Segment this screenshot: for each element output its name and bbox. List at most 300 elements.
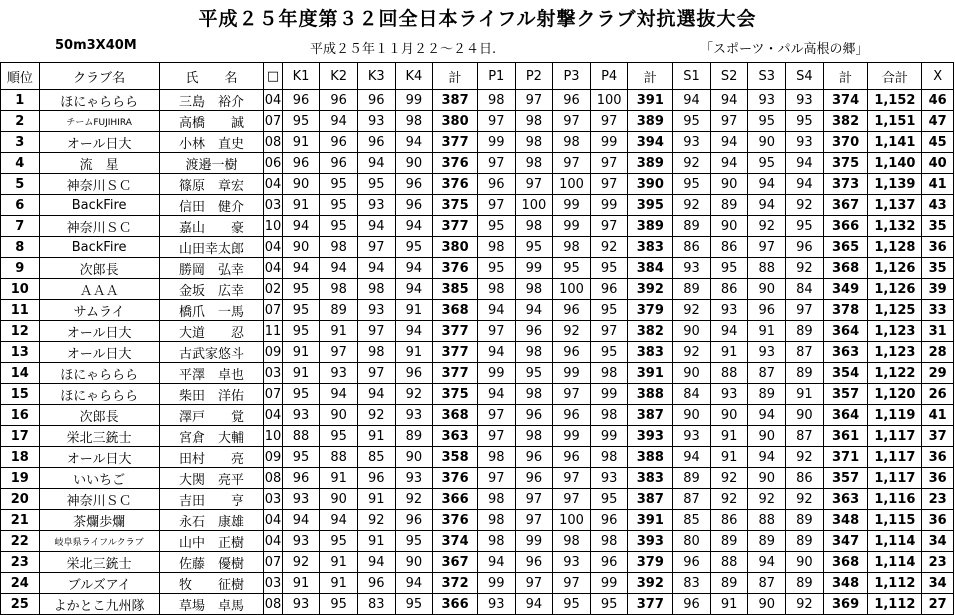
- k4-score-cell: 93: [395, 468, 433, 489]
- k3-score-cell: 98: [357, 279, 395, 300]
- club-cell: ほにゃららら: [39, 384, 159, 405]
- s4-score-cell: 89: [786, 531, 824, 552]
- year-cell: 09: [264, 342, 282, 363]
- p3-score-cell: 97: [553, 384, 591, 405]
- grand-total-cell: 1,122: [868, 363, 922, 384]
- s2-score-cell: 89: [710, 573, 748, 594]
- event-venue: 「スポーツ・パル高根の郷」: [700, 42, 869, 57]
- column-header: 計: [433, 63, 478, 90]
- grand-total-cell: 1,141: [868, 132, 922, 153]
- standing-total-cell: 370: [823, 132, 868, 153]
- prone-total-cell: 383: [628, 237, 673, 258]
- club-cell: よかとこ九州隊: [39, 594, 159, 615]
- k4-score-cell: 96: [395, 174, 433, 195]
- p3-score-cell: 97: [553, 468, 591, 489]
- x-count-cell: 23: [922, 552, 954, 573]
- standing-total-cell: 349: [823, 279, 868, 300]
- table-row: [1, 279, 954, 300]
- s3-score-cell: 93: [748, 342, 786, 363]
- club-cell: いいちご: [39, 468, 159, 489]
- table-row: [1, 405, 954, 426]
- name-cell: 牧 征樹: [159, 573, 264, 594]
- p1-score-cell: 93: [477, 594, 515, 615]
- s4-score-cell: 89: [786, 363, 824, 384]
- s2-score-cell: 86: [710, 237, 748, 258]
- k1-score-cell: 96: [282, 90, 320, 111]
- s1-score-cell: 90: [673, 363, 711, 384]
- p2-score-cell: 97: [515, 174, 553, 195]
- p1-score-cell: 97: [477, 111, 515, 132]
- s4-score-cell: 94: [786, 153, 824, 174]
- s3-score-cell: 94: [748, 552, 786, 573]
- grand-total-cell: 1,120: [868, 384, 922, 405]
- s1-score-cell: 80: [673, 531, 711, 552]
- s3-score-cell: 95: [748, 111, 786, 132]
- column-header: □: [264, 63, 282, 90]
- s4-score-cell: 92: [786, 258, 824, 279]
- name-cell: 草場 卓馬: [159, 594, 264, 615]
- club-cell: 栄北三銃士: [39, 552, 159, 573]
- rank-cell: 6: [1, 195, 40, 216]
- s4-score-cell: 93: [786, 90, 824, 111]
- x-count-cell: 43: [922, 195, 954, 216]
- club-cell: オール日大: [39, 132, 159, 153]
- standing-total-cell: 348: [823, 510, 868, 531]
- club-cell: BackFire: [39, 237, 159, 258]
- s4-score-cell: 94: [786, 174, 824, 195]
- standing-total-cell: 365: [823, 237, 868, 258]
- s1-score-cell: 89: [673, 468, 711, 489]
- kneeling-total-cell: 366: [433, 594, 478, 615]
- s3-score-cell: 95: [748, 153, 786, 174]
- s3-score-cell: 88: [748, 510, 786, 531]
- p3-score-cell: 97: [553, 489, 591, 510]
- prone-total-cell: 392: [628, 573, 673, 594]
- s3-score-cell: 92: [748, 489, 786, 510]
- s3-score-cell: 89: [748, 384, 786, 405]
- k1-score-cell: 91: [282, 342, 320, 363]
- name-cell: 永石 康雄: [159, 510, 264, 531]
- k2-score-cell: 96: [320, 90, 358, 111]
- column-header: 計: [628, 63, 673, 90]
- year-cell: 02: [264, 279, 282, 300]
- year-cell: 04: [264, 258, 282, 279]
- kneeling-total-cell: 377: [433, 342, 478, 363]
- s4-score-cell: 89: [786, 321, 824, 342]
- k2-score-cell: 91: [320, 552, 358, 573]
- prone-total-cell: 391: [628, 90, 673, 111]
- prone-total-cell: 394: [628, 132, 673, 153]
- table-row: [1, 90, 954, 111]
- s1-score-cell: 93: [673, 426, 711, 447]
- s1-score-cell: 86: [673, 237, 711, 258]
- kneeling-total-cell: 374: [433, 531, 478, 552]
- s2-score-cell: 89: [710, 531, 748, 552]
- year-cell: 03: [264, 489, 282, 510]
- k2-score-cell: 98: [320, 237, 358, 258]
- name-cell: 金坂 広幸: [159, 279, 264, 300]
- club-cell: BackFire: [39, 195, 159, 216]
- rank-cell: 8: [1, 237, 40, 258]
- s3-score-cell: 90: [748, 468, 786, 489]
- table-row: [1, 447, 954, 468]
- kneeling-total-cell: 377: [433, 363, 478, 384]
- p3-score-cell: 96: [553, 300, 591, 321]
- p2-score-cell: 98: [515, 216, 553, 237]
- prone-total-cell: 383: [628, 342, 673, 363]
- p3-score-cell: 100: [553, 174, 591, 195]
- s4-score-cell: 84: [786, 279, 824, 300]
- year-cell: 04: [264, 174, 282, 195]
- s2-score-cell: 90: [710, 216, 748, 237]
- p2-score-cell: 94: [515, 594, 553, 615]
- p1-score-cell: 98: [477, 279, 515, 300]
- grand-total-cell: 1,126: [868, 258, 922, 279]
- p2-score-cell: 97: [515, 573, 553, 594]
- name-cell: 田村 亮: [159, 447, 264, 468]
- k4-score-cell: 94: [395, 258, 433, 279]
- year-cell: 10: [264, 216, 282, 237]
- p1-score-cell: 94: [477, 342, 515, 363]
- k1-score-cell: 93: [282, 594, 320, 615]
- x-count-cell: 35: [922, 216, 954, 237]
- s4-score-cell: 95: [786, 216, 824, 237]
- year-cell: 04: [264, 405, 282, 426]
- k2-score-cell: 95: [320, 594, 358, 615]
- p2-score-cell: 96: [515, 447, 553, 468]
- k2-score-cell: 94: [320, 510, 358, 531]
- s3-score-cell: 93: [748, 90, 786, 111]
- year-cell: 08: [264, 468, 282, 489]
- year-cell: 03: [264, 363, 282, 384]
- s1-score-cell: 92: [673, 300, 711, 321]
- k2-score-cell: 95: [320, 531, 358, 552]
- prone-total-cell: 393: [628, 426, 673, 447]
- column-header: P1: [477, 63, 515, 90]
- s1-score-cell: 92: [673, 342, 711, 363]
- k4-score-cell: 96: [395, 195, 433, 216]
- grand-total-cell: 1,112: [868, 594, 922, 615]
- kneeling-total-cell: 366: [433, 489, 478, 510]
- prone-total-cell: 395: [628, 195, 673, 216]
- k2-score-cell: 90: [320, 405, 358, 426]
- k1-score-cell: 96: [282, 468, 320, 489]
- grand-total-cell: 1,117: [868, 426, 922, 447]
- rank-cell: 13: [1, 342, 40, 363]
- s4-score-cell: 90: [786, 405, 824, 426]
- grand-total-cell: 1,123: [868, 342, 922, 363]
- p2-score-cell: 99: [515, 531, 553, 552]
- k3-score-cell: 93: [357, 300, 395, 321]
- table-row: [1, 552, 954, 573]
- k4-score-cell: 90: [395, 153, 433, 174]
- club-cell: オール日大: [39, 342, 159, 363]
- p4-score-cell: 92: [590, 237, 628, 258]
- kneeling-total-cell: 358: [433, 447, 478, 468]
- year-cell: 07: [264, 300, 282, 321]
- table-row: [1, 258, 954, 279]
- rank-cell: 14: [1, 363, 40, 384]
- k4-score-cell: 98: [395, 111, 433, 132]
- s4-score-cell: 95: [786, 111, 824, 132]
- k2-score-cell: 94: [320, 258, 358, 279]
- p4-score-cell: 95: [590, 489, 628, 510]
- p2-score-cell: 97: [515, 90, 553, 111]
- s3-score-cell: 90: [748, 426, 786, 447]
- club-cell: 栄北三銃士: [39, 426, 159, 447]
- p2-score-cell: 98: [515, 279, 553, 300]
- table-row: [1, 594, 954, 615]
- p4-score-cell: 99: [590, 132, 628, 153]
- s2-score-cell: 88: [710, 552, 748, 573]
- p2-score-cell: 94: [515, 300, 553, 321]
- k2-score-cell: 90: [320, 489, 358, 510]
- k4-score-cell: 94: [395, 132, 433, 153]
- standing-total-cell: 371: [823, 447, 868, 468]
- s1-score-cell: 95: [673, 174, 711, 195]
- k1-score-cell: 93: [282, 489, 320, 510]
- x-count-cell: 39: [922, 279, 954, 300]
- s2-score-cell: 86: [710, 510, 748, 531]
- s4-score-cell: 86: [786, 468, 824, 489]
- s4-score-cell: 93: [786, 132, 824, 153]
- s4-score-cell: 92: [786, 447, 824, 468]
- p4-score-cell: 98: [590, 405, 628, 426]
- s3-score-cell: 90: [748, 279, 786, 300]
- p2-score-cell: 100: [515, 195, 553, 216]
- event-name: 50m3X40M: [55, 38, 137, 53]
- rank-cell: 17: [1, 426, 40, 447]
- p1-score-cell: 95: [477, 258, 515, 279]
- s2-score-cell: 93: [710, 384, 748, 405]
- standing-total-cell: 368: [823, 552, 868, 573]
- p3-score-cell: 96: [553, 90, 591, 111]
- p2-score-cell: 97: [515, 489, 553, 510]
- k1-score-cell: 92: [282, 552, 320, 573]
- s1-score-cell: 94: [673, 447, 711, 468]
- name-cell: 吉田 亨: [159, 489, 264, 510]
- kneeling-total-cell: 377: [433, 321, 478, 342]
- kneeling-total-cell: 377: [433, 132, 478, 153]
- year-cell: 07: [264, 111, 282, 132]
- column-header: S2: [710, 63, 748, 90]
- kneeling-total-cell: 376: [433, 510, 478, 531]
- s2-score-cell: 94: [710, 153, 748, 174]
- k1-score-cell: 95: [282, 279, 320, 300]
- rank-cell: 23: [1, 552, 40, 573]
- k4-score-cell: 95: [395, 531, 433, 552]
- table-row: [1, 195, 954, 216]
- s4-score-cell: 91: [786, 384, 824, 405]
- p1-score-cell: 97: [477, 321, 515, 342]
- kneeling-total-cell: 376: [433, 153, 478, 174]
- s4-score-cell: 89: [786, 510, 824, 531]
- table-row: [1, 321, 954, 342]
- standing-total-cell: 348: [823, 573, 868, 594]
- club-cell: 岐阜県ライフルクラブ: [39, 531, 159, 552]
- p1-score-cell: 96: [477, 174, 515, 195]
- s1-score-cell: 92: [673, 153, 711, 174]
- prone-total-cell: 388: [628, 447, 673, 468]
- s1-score-cell: 89: [673, 279, 711, 300]
- k3-score-cell: 96: [357, 468, 395, 489]
- s1-score-cell: 93: [673, 258, 711, 279]
- s3-score-cell: 87: [748, 573, 786, 594]
- k4-score-cell: 92: [395, 384, 433, 405]
- p4-score-cell: 95: [590, 300, 628, 321]
- p3-score-cell: 99: [553, 426, 591, 447]
- club-cell: ＡＡＡ: [39, 279, 159, 300]
- k3-score-cell: 94: [357, 552, 395, 573]
- table-row: [1, 363, 954, 384]
- name-cell: 篠原 章宏: [159, 174, 264, 195]
- x-count-cell: 36: [922, 510, 954, 531]
- name-cell: 信田 健介: [159, 195, 264, 216]
- year-cell: 07: [264, 384, 282, 405]
- k1-score-cell: 95: [282, 447, 320, 468]
- s2-score-cell: 90: [710, 405, 748, 426]
- p3-score-cell: 98: [553, 237, 591, 258]
- p1-score-cell: 99: [477, 363, 515, 384]
- grand-total-cell: 1,112: [868, 573, 922, 594]
- year-cell: 04: [264, 237, 282, 258]
- s3-score-cell: 94: [748, 195, 786, 216]
- name-cell: 大道 忍: [159, 321, 264, 342]
- prone-total-cell: 382: [628, 321, 673, 342]
- kneeling-total-cell: 377: [433, 216, 478, 237]
- s1-score-cell: 96: [673, 552, 711, 573]
- s1-score-cell: 94: [673, 90, 711, 111]
- club-cell: 神奈川ＳＣ: [39, 216, 159, 237]
- table-row: [1, 573, 954, 594]
- rank-cell: 15: [1, 384, 40, 405]
- x-count-cell: 47: [922, 111, 954, 132]
- year-cell: 07: [264, 552, 282, 573]
- k2-score-cell: 93: [320, 363, 358, 384]
- column-header: K1: [282, 63, 320, 90]
- s2-score-cell: 86: [710, 279, 748, 300]
- x-count-cell: 23: [922, 489, 954, 510]
- x-count-cell: 28: [922, 342, 954, 363]
- p3-score-cell: 98: [553, 531, 591, 552]
- header-row: [1, 63, 954, 90]
- column-header: K2: [320, 63, 358, 90]
- k1-score-cell: 95: [282, 384, 320, 405]
- club-cell: ほにゃららら: [39, 363, 159, 384]
- p4-score-cell: 98: [590, 447, 628, 468]
- p2-score-cell: 99: [515, 258, 553, 279]
- table-row: [1, 342, 954, 363]
- kneeling-total-cell: 372: [433, 573, 478, 594]
- k1-score-cell: 93: [282, 531, 320, 552]
- k3-score-cell: 96: [357, 573, 395, 594]
- s1-score-cell: 96: [673, 594, 711, 615]
- s4-score-cell: 92: [786, 594, 824, 615]
- table-row: [1, 531, 954, 552]
- p1-score-cell: 98: [477, 489, 515, 510]
- grand-total-cell: 1,132: [868, 216, 922, 237]
- rank-cell: 19: [1, 468, 40, 489]
- s4-score-cell: 92: [786, 489, 824, 510]
- k3-score-cell: 97: [357, 237, 395, 258]
- x-count-cell: 36: [922, 447, 954, 468]
- k4-score-cell: 94: [395, 216, 433, 237]
- k2-score-cell: 89: [320, 300, 358, 321]
- grand-total-cell: 1,151: [868, 111, 922, 132]
- x-count-cell: 45: [922, 132, 954, 153]
- k1-score-cell: 95: [282, 321, 320, 342]
- standing-total-cell: 367: [823, 195, 868, 216]
- s1-score-cell: 84: [673, 384, 711, 405]
- standing-total-cell: 382: [823, 111, 868, 132]
- p3-score-cell: 99: [553, 216, 591, 237]
- year-cell: 03: [264, 573, 282, 594]
- standing-total-cell: 373: [823, 174, 868, 195]
- kneeling-total-cell: 385: [433, 279, 478, 300]
- column-header: 順位: [1, 63, 40, 90]
- k3-score-cell: 97: [357, 321, 395, 342]
- k1-score-cell: 94: [282, 510, 320, 531]
- k4-score-cell: 95: [395, 594, 433, 615]
- grand-total-cell: 1,152: [868, 90, 922, 111]
- p1-score-cell: 97: [477, 468, 515, 489]
- club-cell: チームFUJIHIRA: [39, 111, 159, 132]
- name-cell: 宮倉 大輔: [159, 426, 264, 447]
- year-cell: 11: [264, 321, 282, 342]
- grand-total-cell: 1,119: [868, 405, 922, 426]
- year-cell: 10: [264, 426, 282, 447]
- kneeling-total-cell: 380: [433, 237, 478, 258]
- k3-score-cell: 91: [357, 426, 395, 447]
- standing-total-cell: 363: [823, 489, 868, 510]
- p4-score-cell: 96: [590, 279, 628, 300]
- k4-score-cell: 99: [395, 90, 433, 111]
- k3-score-cell: 91: [357, 531, 395, 552]
- prone-total-cell: 390: [628, 174, 673, 195]
- k4-score-cell: 95: [395, 237, 433, 258]
- grand-total-cell: 1,116: [868, 489, 922, 510]
- p2-score-cell: 98: [515, 132, 553, 153]
- rank-cell: 9: [1, 258, 40, 279]
- p2-score-cell: 96: [515, 468, 553, 489]
- s3-score-cell: 94: [748, 447, 786, 468]
- x-count-cell: 29: [922, 363, 954, 384]
- grand-total-cell: 1,139: [868, 174, 922, 195]
- x-count-cell: 37: [922, 426, 954, 447]
- s4-score-cell: 87: [786, 342, 824, 363]
- name-cell: 山田幸太郎: [159, 237, 264, 258]
- standing-total-cell: 347: [823, 531, 868, 552]
- name-cell: 大関 亮平: [159, 468, 264, 489]
- x-count-cell: 35: [922, 258, 954, 279]
- rank-cell: 12: [1, 321, 40, 342]
- club-cell: 茶爛歩爛: [39, 510, 159, 531]
- name-cell: 勝岡 弘幸: [159, 258, 264, 279]
- standing-total-cell: 357: [823, 468, 868, 489]
- prone-total-cell: 383: [628, 468, 673, 489]
- results-table: [0, 62, 954, 615]
- s2-score-cell: 91: [710, 447, 748, 468]
- p3-score-cell: 100: [553, 510, 591, 531]
- k3-score-cell: 94: [357, 153, 395, 174]
- k2-score-cell: 91: [320, 321, 358, 342]
- column-header: S4: [786, 63, 824, 90]
- k3-score-cell: 92: [357, 510, 395, 531]
- p1-score-cell: 98: [477, 237, 515, 258]
- grand-total-cell: 1,125: [868, 300, 922, 321]
- k2-score-cell: 88: [320, 447, 358, 468]
- k2-score-cell: 96: [320, 132, 358, 153]
